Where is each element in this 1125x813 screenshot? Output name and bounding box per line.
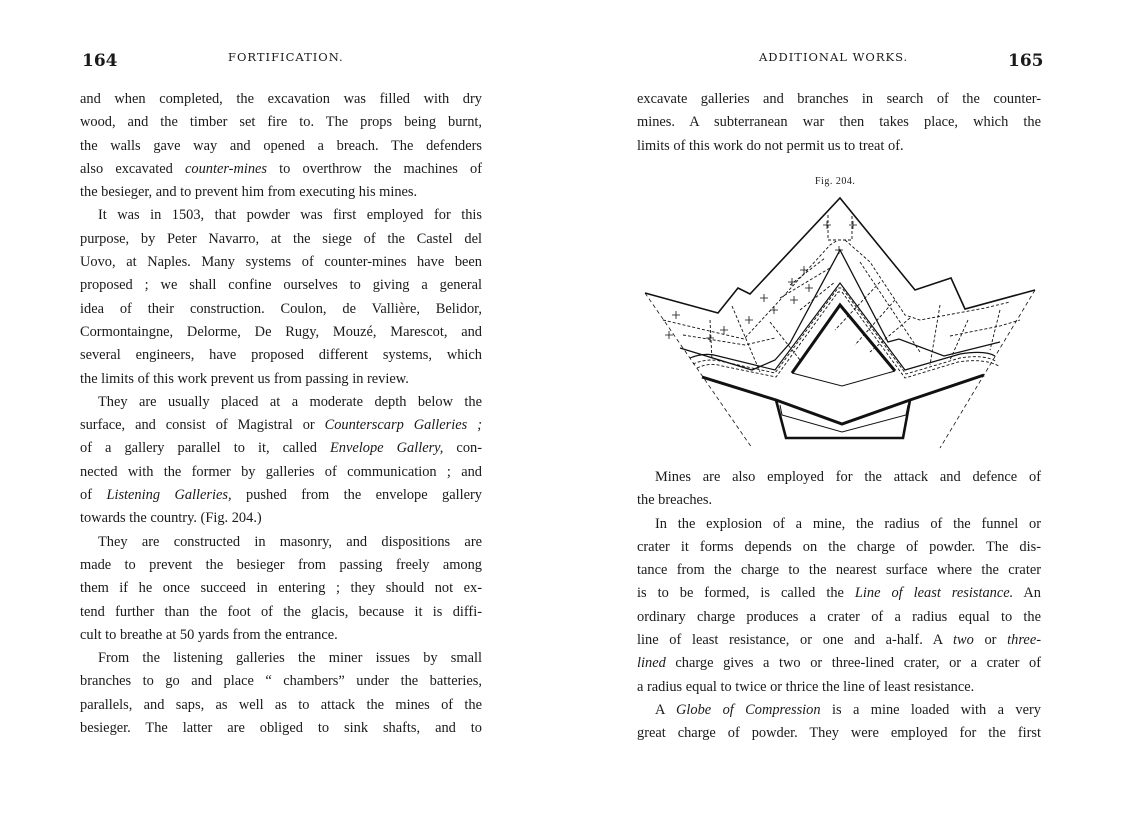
text-line: towards the country. (Fig. 204.) bbox=[80, 510, 262, 527]
text-line: parallels, and saps, as well as to attack the mines of the bbox=[80, 696, 482, 713]
running-head: ADDITIONAL WORKS. bbox=[759, 50, 909, 64]
text-line: ordinary charge produces a crater of a radius equal to the bbox=[637, 608, 1041, 625]
outer-work-outline bbox=[645, 198, 1035, 313]
italic-term: lined bbox=[637, 655, 666, 672]
text-line: besieger. The latter are obliged to sink shafts, and to bbox=[80, 720, 482, 737]
text-line: crater it forms depends on the charge of powder. The dis- bbox=[637, 538, 1041, 555]
text-run: or bbox=[973, 632, 1008, 649]
text-run: is a mine loaded with a very bbox=[820, 701, 1041, 718]
text-run: is to be formed, is called the bbox=[637, 585, 855, 602]
text-run: of bbox=[80, 487, 107, 504]
italic-term: two bbox=[953, 632, 974, 649]
italic-term: three- bbox=[1007, 632, 1041, 649]
text-line: Mines are also employed for the attack and defence of bbox=[655, 469, 1041, 485]
text-line: tance from the charge to the nearest surface where the crater bbox=[637, 562, 1041, 579]
text-line: purpose, by Peter Navarro, at the siege of the Castel del bbox=[80, 230, 482, 247]
text-line: the limits of this work prevent us from passing in review. bbox=[80, 370, 409, 387]
italic-term: Counterscarp Galleries ; bbox=[324, 417, 482, 434]
text-line: great charge of powder. They were employed for the first bbox=[637, 725, 1041, 742]
text-line: wood, and the timber set fire to. The props being burnt, bbox=[80, 114, 482, 131]
italic-term: counter-mines bbox=[184, 160, 268, 177]
text-run: to overthrow the machines of bbox=[267, 160, 482, 177]
envelope-edge bbox=[690, 283, 995, 370]
text-line: From the listening galleries the miner issues by small bbox=[98, 650, 482, 667]
text-line: a radius equal to twice or thrice the line of least resistance. bbox=[637, 678, 975, 695]
text-line: excavate galleries and branches in search of the counter- bbox=[637, 91, 1041, 107]
text-run: line of least resistance, or one and a-half. A bbox=[637, 632, 953, 649]
text-line: the besieger, and to prevent him from executing his mines. bbox=[80, 184, 418, 201]
text-line: them if he once succeed in entering ; they should not ex- bbox=[80, 580, 482, 597]
text-line: idea of their construction. Coulon, de Vallière, Belidor, bbox=[80, 300, 482, 317]
text-line: the breaches. bbox=[637, 492, 713, 509]
text-run: A bbox=[655, 701, 676, 718]
page-number: 165 bbox=[1008, 51, 1044, 71]
main-rampart bbox=[702, 375, 984, 424]
italic-term: Listening Galleries, bbox=[106, 487, 232, 504]
text-line: It was in 1503, that powder was first employed for this bbox=[98, 207, 482, 224]
italic-term: Line of least resistance. bbox=[854, 585, 1014, 602]
text-line: limits of this work do not permit us to treat of. bbox=[637, 137, 904, 154]
text-run: charge gives a two or three-lined crater, or a crater of bbox=[665, 655, 1041, 672]
text-line: proposed ; we shall confine ourselves to giving a general bbox=[80, 277, 482, 294]
text-run: also excavated bbox=[80, 160, 185, 177]
text-line: and when completed, the excavation was filled with dry bbox=[80, 91, 482, 107]
text-line: made to prevent the besieger from passing freely among bbox=[80, 556, 482, 573]
text-line: cult to breathe at 50 yards from the entrance. bbox=[80, 626, 338, 643]
text-line: branches to go and place “ chambers” under the batteries, bbox=[80, 673, 482, 690]
italic-term: Globe of Compression bbox=[676, 701, 821, 718]
text-line: Uovo, at Naples. Many systems of counter-mines have been bbox=[80, 254, 482, 271]
text-run: con- bbox=[443, 440, 483, 457]
text-line: the walls gave way and opened a breach. The defenders bbox=[80, 137, 482, 154]
text-run: pushed from the envelope gallery bbox=[231, 487, 483, 504]
text-line: Cormontaingne, Delorme, De Rugy, Mouzé, Marescot, and bbox=[80, 323, 482, 340]
text-line: several engineers, have proposed different systems, which bbox=[80, 347, 482, 364]
italic-term: Envelope Gallery, bbox=[330, 440, 444, 457]
running-head: FORTIFICATION. bbox=[228, 50, 344, 64]
text-run: of a gallery parallel to it, called bbox=[80, 440, 331, 457]
text-line: They are constructed in masonry, and dispositions are bbox=[98, 533, 482, 550]
text-line: They are usually placed at a moderate depth below the bbox=[98, 393, 482, 410]
figure-caption: Fig. 204. bbox=[815, 176, 856, 187]
text-line: nected with the former by galleries of communication ; and bbox=[80, 463, 482, 480]
text-line: mines. A subterranean war then takes place, which the bbox=[637, 114, 1041, 131]
text-line: In the explosion of a mine, the radius of the funnel or bbox=[655, 515, 1041, 532]
text-run: An bbox=[1013, 585, 1041, 602]
text-run: surface, and consist of Magistral or bbox=[80, 417, 325, 434]
counterscarp-line bbox=[680, 250, 1000, 370]
text-line: tend further than the foot of the glacis, because it is diffi- bbox=[80, 603, 482, 620]
page-number: 164 bbox=[82, 51, 118, 71]
